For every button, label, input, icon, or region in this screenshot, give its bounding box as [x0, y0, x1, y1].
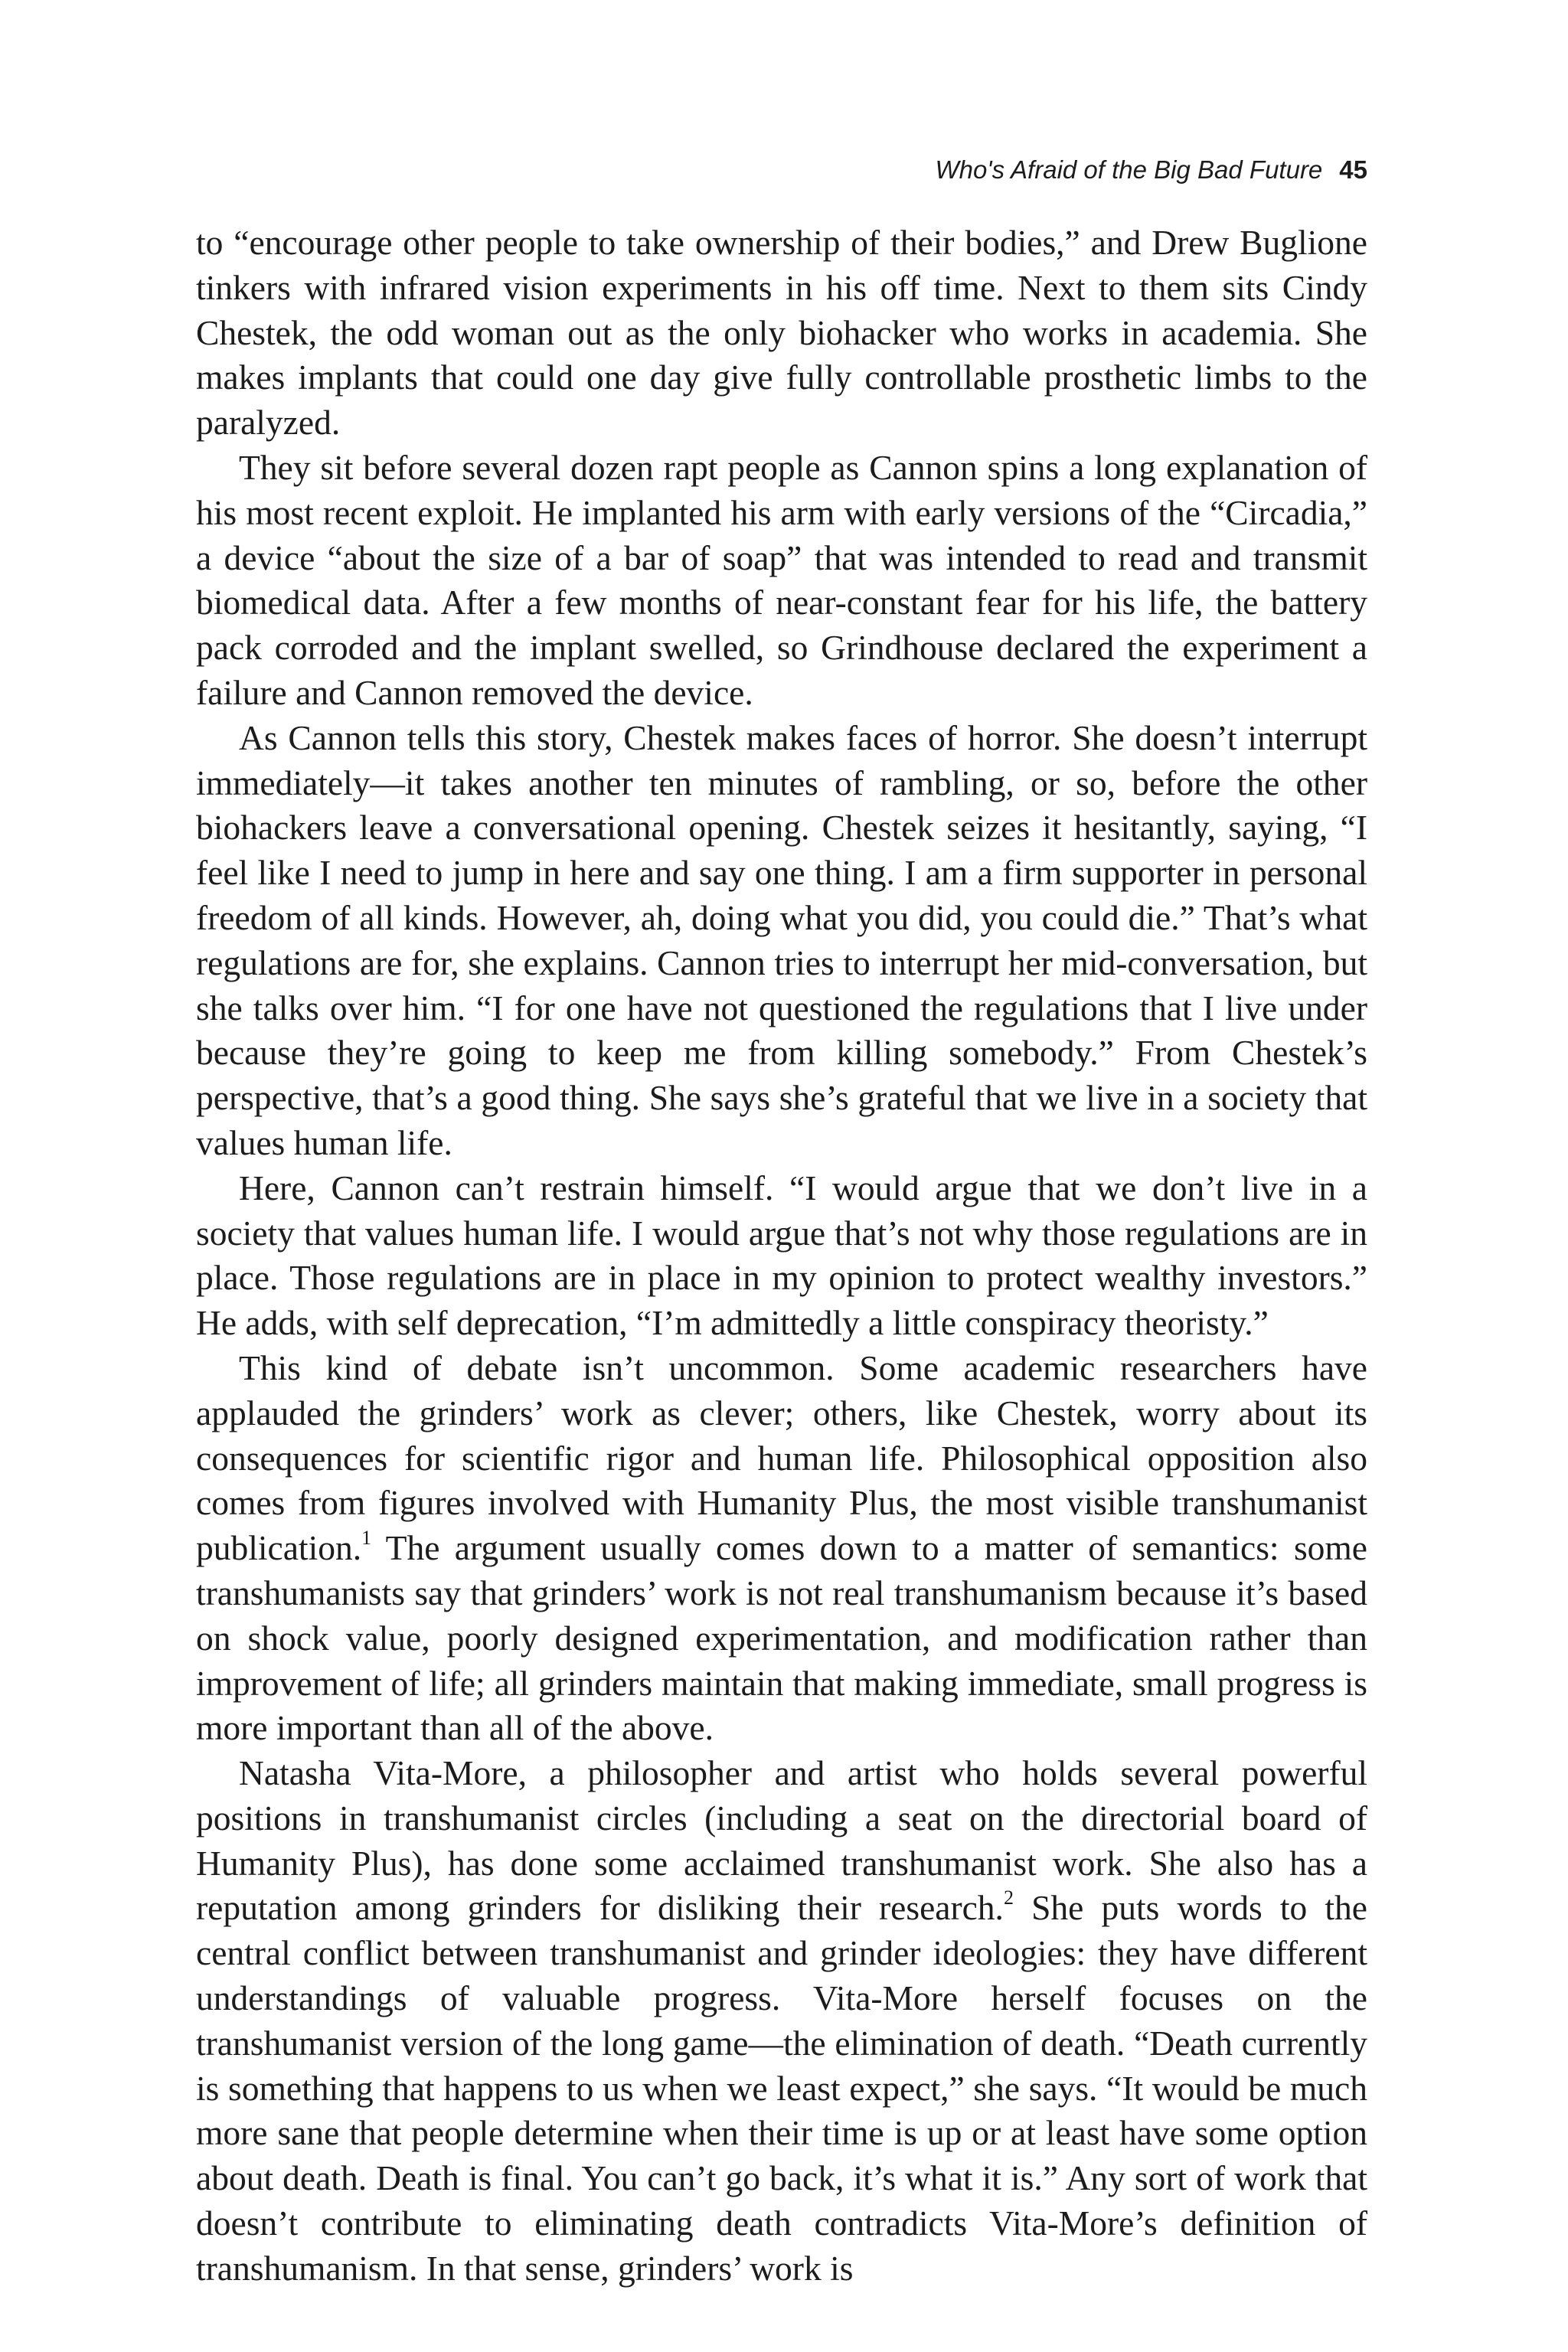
paragraph — [196, 1751, 1367, 2292]
footnote-marker[interactable]: 1 — [361, 1527, 372, 1550]
paragraph-text: Natasha Vita-More, a philosopher and artist who holds several powerful positions in transhumanist circles (including a seat on the directorial board of Humanity Plus), has done some acclaimed transhumanist work. She also has a reputation among grinders for disliking their research. — [196, 1753, 1367, 1928]
running-title: Who's Afraid of the Big Bad Future — [935, 155, 1323, 184]
footnote-marker[interactable]: 2 — [1003, 1886, 1014, 1909]
paragraph — [196, 1166, 1367, 1346]
body-text — [196, 220, 1367, 2292]
paragraph-text: This kind of debate isn’t uncommon. Some academic researchers have applauded the grinders’ work as clever; others, like Chestek, worry about its consequences for scientific rigor and human life. Philosophical opposition also comes from figures involved with Humanity Plus, the most visible transhumanist publication. — [196, 1348, 1367, 1568]
paragraph — [196, 1346, 1367, 1751]
page-number: 45 — [1339, 155, 1367, 184]
running-head — [935, 153, 1367, 187]
paragraph-text: As Cannon tells this story, Chestek makes faces of horror. She doesn’t interrupt immediately—it takes another ten minutes of rambling, or so, before the other biohackers leave a conversational opening. Chestek seizes it hesitantly, saying, “I feel like I need to jump in here and say one thing. I am a firm supporter in personal freedom of all kinds. However, ah, doing what you did, you could die.” That’s what regulations are for, she explains. Cannon tries to interrupt her mid-conversation, but she talks over him. “I for one have not questioned the regulations that I live under because they’re going to keep me from killing somebody.” From Chestek’s perspective, that’s a good thing. She says she’s grateful that we live in a society that values human life. — [196, 717, 1367, 1162]
paragraph — [196, 716, 1367, 1166]
paragraph-text: The argument usually comes down to a matter of semantics: some transhumanists say that grinders’ work is not real transhumanism because it’s based on shock value, poorly designed experimentation, and modification rather than improvement of life; all grinders maintain that making immediate, small progress is more important than all of the above. — [196, 1528, 1367, 1748]
paragraph-text: She puts words to the central conflict between transhumanist and grinder ideologies: they have different understandings of valuable progress. Vita-More herself focuses on the transhumanist version of the long game—the elimination of death. “Death currently is something that happens to us when we least expect,” she says. “It would be much more sane that people determine when their time is up or at least have some option about death. Death is final. You can’t go back, it’s what it is.” Any sort of work that doesn’t contribute to eliminating death contradicts Vita-More’s definition of transhumanism. In that sense, grinders’ work is — [196, 1888, 1367, 2288]
paragraph — [196, 446, 1367, 716]
paragraph-text: Here, Cannon can’t restrain himself. “I would argue that we don’t live in a society that values human life. I would argue that’s not why those regulations are in place. Those regulations are in place in my opinion to protect wealthy investors.” He adds, with self deprecation, “I’m admittedly a little conspiracy theoristy.” — [196, 1168, 1367, 1343]
paragraph — [196, 220, 1367, 446]
paragraph-text: to “encourage other people to take ownership of their bodies,” and Drew Buglione tinkers with infrared vision experiments in his off time. Next to them sits Cindy Chestek, the odd woman out as the only biohacker who works in academia. She makes implants that could one day give fully controllable prosthetic limbs to the paralyzed. — [196, 223, 1367, 443]
paragraph-text: They sit before several dozen rapt people as Cannon spins a long explanation of his most recent exploit. He implanted his arm with early versions of the “Circadia,” a device “about the size of a bar of soap” that was intended to read and transmit biomedical data. After a few months of near-constant fear for his life, the battery pack corroded and the implant swelled, so Grindhouse declared the experiment a failure and Cannon removed the device. — [196, 447, 1367, 712]
